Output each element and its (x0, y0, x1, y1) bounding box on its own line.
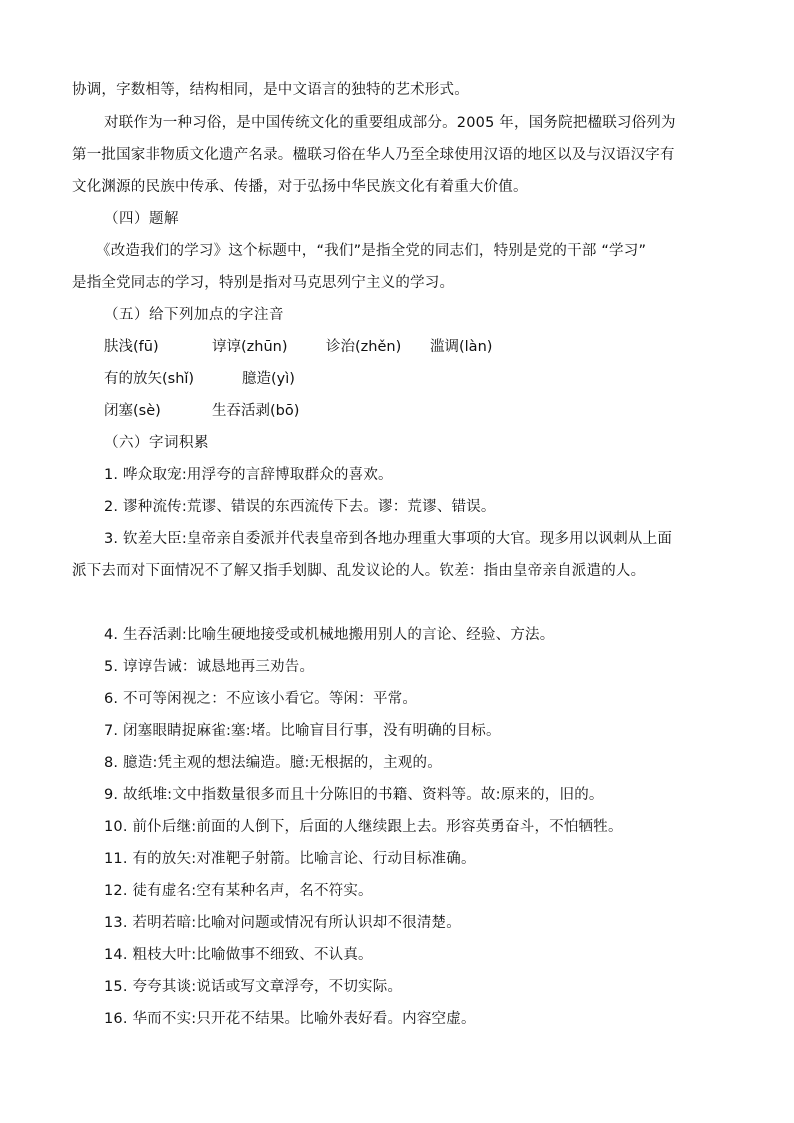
pinyin-item: 滥调(làn) (430, 339, 493, 355)
list-item: 6. 不可等闲视之：不应该小看它。等闲：平常。 (104, 691, 418, 707)
list-item: 10. 前仆后继:前面的人倒下，后面的人继续跟上去。形容英勇奋斗，不怕牺牲。 (104, 819, 623, 835)
list-item: 15. 夸夸其谈:说话或写文章浮夸，不切实际。 (104, 979, 403, 995)
pinyin-row-1 (0, 337, 794, 357)
paragraph-line: 《改造我们的学习》这个标题中，“我们”是指全党的同志们，特别是党的干部 “学习” (96, 243, 647, 259)
list-item: 9. 故纸堆:文中指数量很多而且十分陈旧的书籍、资料等。故:原来的，旧的。 (104, 787, 604, 803)
paragraph-line: 是指全党同志的学习，特别是指对马克思列宁主义的学习。 (72, 275, 455, 291)
section-heading-6: （六）字词积累 (104, 435, 209, 451)
section-heading-5: （五）给下列加点的字注音 (104, 307, 284, 323)
list-item-continuation: 派下去而对下面情况不了解又指手划脚、乱发议论的人。钦差：指由皇帝亲自派遣的人。 (72, 563, 646, 579)
list-item: 7. 闭塞眼睛捉麻雀:塞:堵。比喻盲目行事，没有明确的目标。 (104, 723, 501, 739)
paragraph-line: 协调，字数相等，结构相同，是中文语言的独特的艺术形式。 (72, 82, 469, 98)
list-item: 3. 钦差大臣:皇帝亲自委派并代表皇帝到各地办理重大事项的大官。现多用以讽刺从上面 (104, 531, 673, 547)
section-heading-4: （四）题解 (104, 211, 179, 227)
pinyin-item: 生吞活剥(bō) (212, 403, 300, 419)
pinyin-item: 谆谆(zhūn) (212, 339, 288, 355)
list-item: 5. 谆谆告诫：诚恳地再三劝告。 (104, 659, 315, 675)
list-item: 16. 华而不实:只开花不结果。比喻外表好看。内容空虚。 (104, 1011, 476, 1027)
pinyin-item: 闭塞(sè) (104, 403, 161, 419)
paragraph-line: 对联作为一种习俗，是中国传统文化的重要组成部分。2005 年，国务院把楹联习俗列为 (104, 115, 676, 131)
list-item: 12. 徒有虚名:空有某种名声，名不符实。 (104, 883, 373, 899)
list-item: 11. 有的放矢:对准靶子射箭。比喻言论、行动目标准确。 (104, 851, 476, 867)
paragraph-line: 第一批国家非物质文化遗产名录。楹联习俗在华人乃至全球使用汉语的地区以及与汉语汉字有 (72, 147, 675, 163)
pinyin-row-2 (0, 369, 794, 389)
pinyin-item: 有的放矢(shǐ) (104, 371, 195, 387)
pinyin-row-3 (0, 401, 794, 421)
list-item: 4. 生吞活剥:比喻生硬地接受或机械地搬用别人的言论、经验、方法。 (104, 627, 555, 643)
list-item: 2. 谬种流传:荒谬、错误的东西流传下去。谬：荒谬、错误。 (104, 499, 496, 515)
pinyin-item: 肤浅(fū) (104, 339, 159, 355)
paragraph-line: 文化渊源的民族中传承、传播，对于弘扬中华民族文化有着重大价值。 (72, 179, 528, 195)
pinyin-item: 臆造(yì) (242, 371, 295, 387)
list-item: 8. 臆造:凭主观的想法编造。臆:无根据的，主观的。 (104, 755, 442, 771)
pinyin-item: 诊治(zhěn) (326, 339, 402, 355)
list-item: 13. 若明若暗:比喻对问题或情况有所认识却不很清楚。 (104, 915, 461, 931)
list-item: 1. 哗众取宠:用浮夸的言辞博取群众的喜欢。 (104, 467, 393, 483)
list-item: 14. 粗枝大叶:比喻做事不细致、不认真。 (104, 947, 373, 963)
